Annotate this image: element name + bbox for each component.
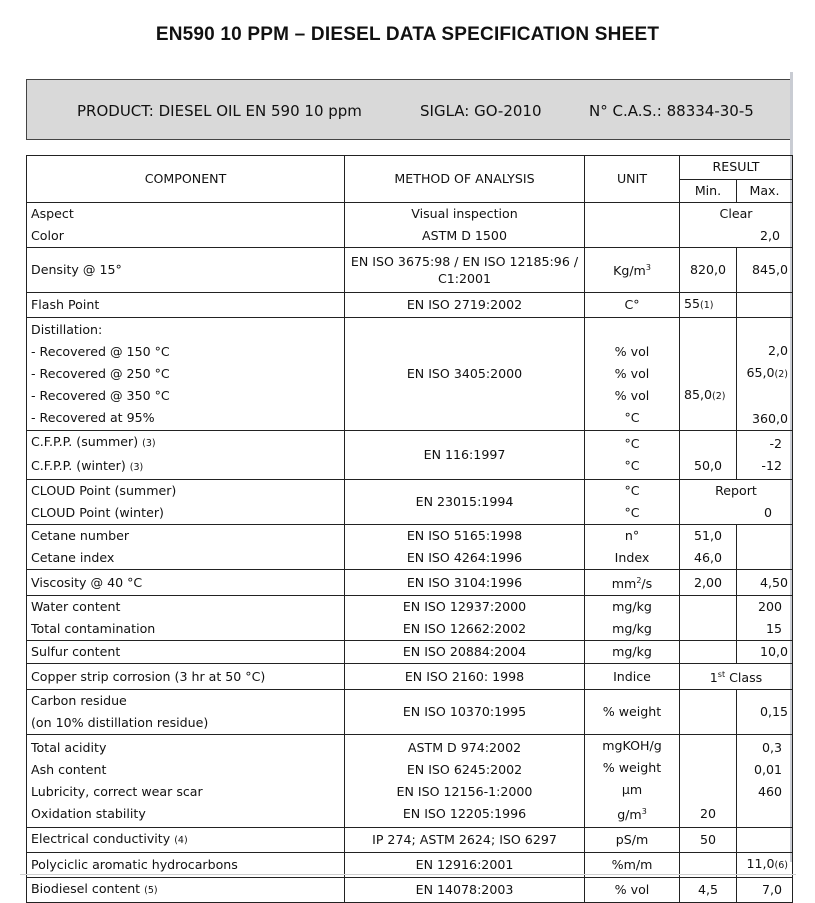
row-unit: °C °C (585, 480, 680, 525)
row-min (680, 641, 737, 664)
row-max: 7,0 (737, 877, 793, 902)
row-max: 2,0 65,0(2) 360,0 (737, 318, 793, 431)
product-header-box (26, 79, 791, 140)
row-min: 50 (680, 827, 737, 852)
row-max (737, 525, 793, 570)
row-min: 2,00 (680, 570, 737, 596)
row-method: ASTM D 974:2002 EN ISO 6245:2002 EN ISO 12156-1:2000 EN ISO 12205:1996 (345, 735, 585, 827)
table-row (27, 596, 793, 641)
row-method: EN ISO 2160: 1998 (345, 664, 585, 690)
table-row (27, 827, 793, 852)
table-row (27, 480, 793, 525)
table-row (27, 664, 793, 690)
row-method: EN 23015:1994 (345, 480, 585, 525)
table-row (27, 690, 793, 735)
row-unit: mgKOH/g % weight µm $g/m^3$ (585, 735, 680, 827)
row-unit: pS/m (585, 827, 680, 852)
row-unit: % vol % vol % vol °C (585, 318, 680, 431)
row-max: 4,50 (737, 570, 793, 596)
product-name: PRODUCT: DIESEL OIL EN 590 10 ppm (77, 102, 362, 120)
row-method: EN ISO 5165:1998 EN ISO 4264:1996 (345, 525, 585, 570)
row-method: IP 274; ASTM 2624; ISO 6297 (345, 827, 585, 852)
table-row (27, 641, 793, 664)
row-method: EN ISO 3104:1996 (345, 570, 585, 596)
row-component: Biodiesel content (5) (27, 877, 345, 902)
row-component: Distillation: - Recovered @ 150 °C - Recovered @ 250 °C - Recovered @ 350 °C - Recovered at 95% (27, 318, 345, 431)
row-max: 0,3 0,01 460 (737, 735, 793, 827)
header-method: METHOD OF ANALYSIS (345, 156, 585, 203)
table-row (27, 293, 793, 318)
row-component: Total acidity Ash content Lubricity, correct wear scar Oxidation stability (27, 735, 345, 827)
row-min: 20 (680, 735, 737, 827)
row-unit: % weight (585, 690, 680, 735)
row-unit: $Kg/m^3$ (585, 248, 680, 293)
row-unit: Indice (585, 664, 680, 690)
row-component: Water content Total contamination (27, 596, 345, 641)
row-unit: mg/kg mg/kg (585, 596, 680, 641)
row-method: Visual inspection ASTM D 1500 (345, 203, 585, 248)
row-method: EN 116:1997 (345, 431, 585, 480)
row-min: 820,0 (680, 248, 737, 293)
row-method: EN ISO 12937:2000 EN ISO 12662:2002 (345, 596, 585, 641)
row-method: EN ISO 2719:2002 (345, 293, 585, 318)
specification-table (26, 155, 793, 903)
row-result: Clear 2,0 (680, 203, 793, 248)
row-max (737, 293, 793, 318)
row-method: EN 14078:2003 (345, 877, 585, 902)
row-unit: C° (585, 293, 680, 318)
row-min (680, 596, 737, 641)
row-result: Report 0 (680, 480, 793, 525)
row-max: 200 15 (737, 596, 793, 641)
row-component: Density @ 15° (27, 248, 345, 293)
table-row (27, 735, 793, 827)
header-result: RESULT (680, 156, 793, 180)
row-method: EN ISO 10370:1995 (345, 690, 585, 735)
row-max: 845,0 (737, 248, 793, 293)
row-component: Polyciclic aromatic hydrocarbons (27, 852, 345, 877)
table-row (27, 248, 793, 293)
row-max (737, 827, 793, 852)
row-min (680, 690, 737, 735)
table-header-row (27, 156, 793, 180)
row-component: Viscosity @ 40 °C (27, 570, 345, 596)
table-row (27, 877, 793, 902)
row-unit: °C °C (585, 431, 680, 480)
row-component: C.F.P.P. (summer) (3) C.F.P.P. (winter) (3) (27, 431, 345, 480)
table-row (27, 525, 793, 570)
product-sigla: SIGLA: GO-2010 (420, 102, 542, 120)
row-method: EN ISO 20884:2004 (345, 641, 585, 664)
header-max: Max. (737, 179, 793, 203)
row-component: Electrical conductivity (4) (27, 827, 345, 852)
row-unit: % vol (585, 877, 680, 902)
row-max: 10,0 (737, 641, 793, 664)
header-min: Min. (680, 179, 737, 203)
row-unit (585, 203, 680, 248)
row-component: Sulfur content (27, 641, 345, 664)
row-unit: mg/kg (585, 641, 680, 664)
row-unit: n° Index (585, 525, 680, 570)
row-component: Flash Point (27, 293, 345, 318)
product-cas: N° C.A.S.: 88334-30-5 (589, 102, 754, 120)
row-method: EN ISO 3675:98 / EN ISO 12185:96 / C1:2001 (345, 248, 585, 293)
row-min: 51,0 46,0 (680, 525, 737, 570)
row-min: 55(1) (680, 293, 737, 318)
header-component: COMPONENT (27, 156, 345, 203)
row-component: Carbon residue (on 10% distillation residue) (27, 690, 345, 735)
table-row (27, 570, 793, 596)
row-max: -2 -12 (737, 431, 793, 480)
row-unit: %m/m (585, 852, 680, 877)
header-unit: UNIT (585, 156, 680, 203)
row-component: CLOUD Point (summer) CLOUD Point (winter) (27, 480, 345, 525)
row-min: 85,0(2) (680, 318, 737, 431)
bottom-divider (20, 874, 796, 875)
table-row (27, 203, 793, 248)
row-min: 4,5 (680, 877, 737, 902)
row-component: Aspect Color (27, 203, 345, 248)
table-row (27, 431, 793, 480)
row-max: 11,0(6) (737, 852, 793, 877)
row-component: Cetane number Cetane index (27, 525, 345, 570)
row-result: 1st Class (680, 664, 793, 690)
row-max: 0,15 (737, 690, 793, 735)
page-title: EN590 10 PPM – DIESEL DATA SPECIFICATION SHEET (155, 24, 660, 45)
row-component: Copper strip corrosion (3 hr at 50 °C) (27, 664, 345, 690)
row-method: EN 12916:2001 (345, 852, 585, 877)
row-unit: $mm^2/s$ (585, 570, 680, 596)
row-method: EN ISO 3405:2000 (345, 318, 585, 431)
row-min: 50,0 (680, 431, 737, 480)
table-row (27, 318, 793, 431)
